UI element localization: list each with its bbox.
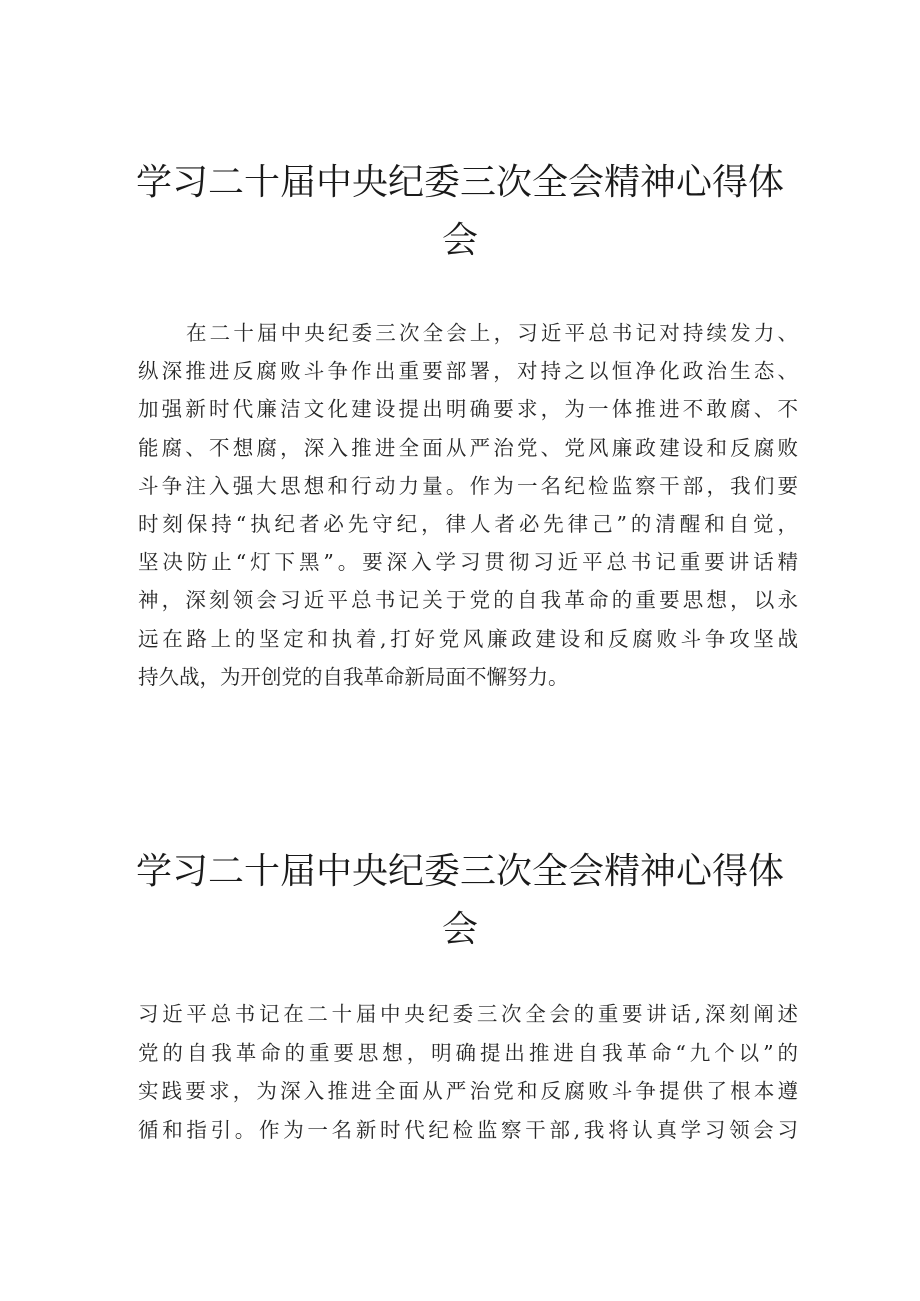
paragraph-line: 持久战，为开创党的自我革命新局面不懈努力。 <box>138 664 569 689</box>
paragraph-line: 循和指引。作为一名新时代纪检监察干部,我将认真学习领会习 <box>138 1117 798 1142</box>
paragraph-line: 时刻保持“执纪者必先守纪，律人者必先律己”的清醒和自觉， <box>138 512 798 537</box>
title-line: 学习二十届中央纪委三次全会精神心得体 <box>135 851 784 892</box>
paragraph-line: 纵深推进反腐败斗争作出重要部署，对持之以恒净化政治生态、 <box>138 359 798 384</box>
section-1-paragraph <box>138 314 798 696</box>
paragraph-line: 习近平总书记在二十届中央纪委三次全会的重要讲话,深刻阐述 <box>138 1002 798 1026</box>
paragraph-line: 加强新时代廉洁文化建设提出明确要求，为一体推进不敢腐、不 <box>138 397 798 422</box>
title-line: 会 <box>441 220 478 261</box>
section-2-paragraph <box>138 995 798 1149</box>
paragraph-line: 在二十届中央纪委三次全会上，习近平总书记对持续发力、 <box>186 321 798 345</box>
paragraph-line: 神，深刻领会习近平总书记关于党的自我革命的重要思想，以永 <box>138 588 798 613</box>
section-2-title <box>120 843 800 959</box>
paragraph-line: 实践要求，为深入推进全面从严治党和反腐败斗争提供了根本遵 <box>138 1079 798 1103</box>
title-line: 学习二十届中央纪委三次全会精神心得体 <box>135 162 784 203</box>
section-1-title <box>120 154 800 270</box>
paragraph-line: 能腐、不想腐，深入推进全面从严治党、党风廉政建设和反腐败 <box>138 435 798 460</box>
paragraph-line: 党的自我革命的重要思想，明确提出推进自我革命“九个以”的 <box>138 1040 798 1065</box>
paragraph-line: 远在路上的坚定和执着,打好党风廉政建设和反腐败斗争攻坚战 <box>138 626 798 651</box>
paragraph-line: 坚决防止“灯下黑”。要深入学习贯彻习近平总书记重要讲话精 <box>138 550 798 575</box>
title-line: 会 <box>441 909 478 950</box>
paragraph-line: 斗争注入强大思想和行动力量。作为一名纪检监察干部，我们要 <box>138 473 798 498</box>
